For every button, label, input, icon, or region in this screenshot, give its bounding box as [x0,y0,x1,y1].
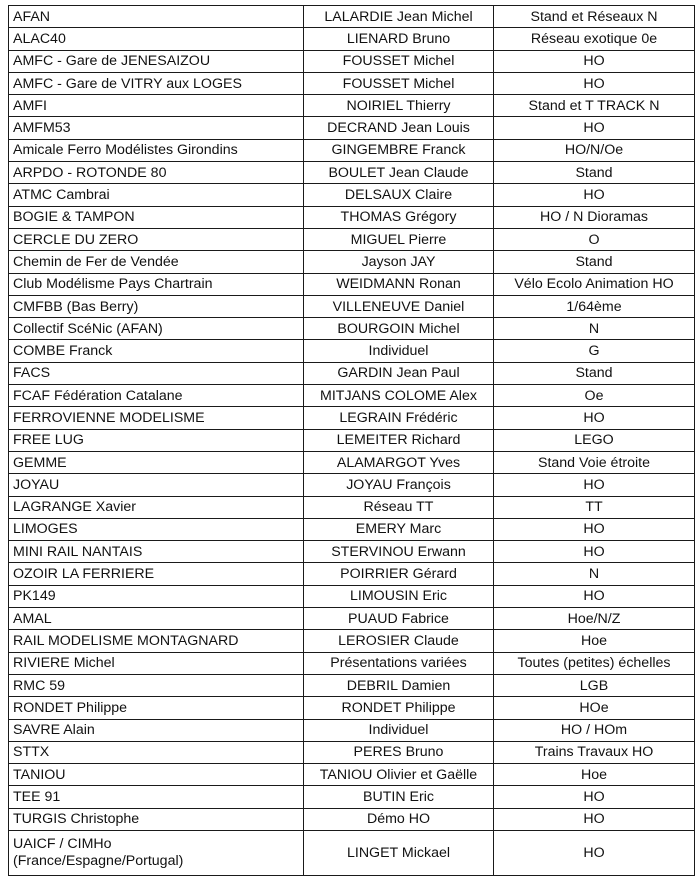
contact-cell: Présentations variées [304,652,494,674]
table-row [9,674,695,696]
gauge-cell: HO [494,541,695,563]
exhibitors-table [8,5,695,876]
table-row [9,407,695,429]
contact-cell: MIGUEL Pierre [304,228,494,250]
contact-cell: FOUSSET Michel [304,72,494,94]
gauge-cell: HO [494,518,695,540]
club-cell: ARPDO - ROTONDE 80 [9,162,304,184]
table-row [9,385,695,407]
gauge-cell: Stand Voie étroite [494,451,695,473]
gauge-cell: Stand et Réseaux N [494,6,695,28]
club-cell: CMFBB (Bas Berry) [9,295,304,317]
club-cell [9,830,304,875]
table-row [9,117,695,139]
club-cell: RONDET Philippe [9,697,304,719]
contact-cell: LIMOUSIN Eric [304,585,494,607]
gauge-cell: HO [494,585,695,607]
contact-cell: GARDIN Jean Paul [304,362,494,384]
table-row [9,362,695,384]
table-row [9,808,695,830]
contact-cell: Individuel [304,340,494,362]
table-row [9,786,695,808]
contact-cell: DECRAND Jean Louis [304,117,494,139]
table-row [9,697,695,719]
table-row [9,28,695,50]
gauge-cell: HOe [494,697,695,719]
gauge-cell: LEGO [494,429,695,451]
table-row [9,496,695,518]
contact-cell: LEMEITER Richard [304,429,494,451]
contact-cell: LALARDIE Jean Michel [304,6,494,28]
gauge-cell: Stand [494,251,695,273]
gauge-cell: Hoe [494,630,695,652]
club-cell: OZOIR LA FERRIERE [9,563,304,585]
table-row [9,6,695,28]
club-cell: PK149 [9,585,304,607]
contact-cell: JOYAU François [304,474,494,496]
club-cell: CERCLE DU ZERO [9,228,304,250]
table-row [9,518,695,540]
contact-cell: LEGRAIN Frédéric [304,407,494,429]
table-row [9,608,695,630]
gauge-cell: Stand et T TRACK N [494,95,695,117]
club-cell: ATMC Cambrai [9,184,304,206]
gauge-cell: Trains Travaux HO [494,741,695,763]
contact-cell: NOIRIEL Thierry [304,95,494,117]
club-cell: RAIL MODELISME MONTAGNARD [9,630,304,652]
gauge-cell: Stand [494,362,695,384]
club-cell: JOYAU [9,474,304,496]
gauge-cell: HO [494,407,695,429]
table-row [9,652,695,674]
contact-cell: Réseau TT [304,496,494,518]
club-cell: LIMOGES [9,518,304,540]
contact-cell: MITJANS COLOME Alex [304,385,494,407]
contact-cell: Démo HO [304,808,494,830]
table-row [9,541,695,563]
gauge-cell: Hoe/N/Z [494,608,695,630]
gauge-cell: Réseau exotique 0e [494,28,695,50]
table-row [9,585,695,607]
club-cell: AMAL [9,608,304,630]
table-row [9,184,695,206]
table-row [9,95,695,117]
club-cell: SAVRE Alain [9,719,304,741]
gauge-cell: HO / HOm [494,719,695,741]
gauge-cell: Stand [494,162,695,184]
club-cell: Collectif ScéNic (AFAN) [9,318,304,340]
contact-cell: WEIDMANN Ronan [304,273,494,295]
club-cell: FACS [9,362,304,384]
contact-cell: STERVINOU Erwann [304,541,494,563]
table-row [9,228,695,250]
club-cell: RIVIERE Michel [9,652,304,674]
club-cell: Club Modélisme Pays Chartrain [9,273,304,295]
gauge-cell: HO [494,786,695,808]
gauge-cell: O [494,228,695,250]
gauge-cell: Vélo Ecolo Animation HO [494,273,695,295]
club-cell: LAGRANGE Xavier [9,496,304,518]
contact-cell: POIRRIER Gérard [304,563,494,585]
table-row [9,139,695,161]
gauge-cell: HO [494,808,695,830]
club-name-line-2: (France/Espagne/Portugal) [13,852,184,869]
gauge-cell: HO [494,117,695,139]
gauge-cell: HO [494,50,695,72]
contact-cell: GINGEMBRE Franck [304,139,494,161]
club-cell: GEMME [9,451,304,473]
club-cell: FCAF Fédération Catalane [9,385,304,407]
table-row [9,719,695,741]
club-cell: MINI RAIL NANTAIS [9,541,304,563]
gauge-cell: G [494,340,695,362]
contact-cell: Individuel [304,719,494,741]
table-row [9,273,695,295]
club-cell: AMFI [9,95,304,117]
gauge-cell: Toutes (petites) échelles [494,652,695,674]
club-cell: AMFC - Gare de VITRY aux LOGES [9,72,304,94]
gauge-cell: 1/64ème [494,295,695,317]
contact-cell: VILLENEUVE Daniel [304,295,494,317]
table-row [9,318,695,340]
club-cell: RMC 59 [9,674,304,696]
contact-cell: DELSAUX Claire [304,184,494,206]
contact-cell: DEBRIL Damien [304,674,494,696]
table-row [9,206,695,228]
table-row [9,72,695,94]
gauge-cell: N [494,563,695,585]
club-cell: FERROVIENNE MODELISME [9,407,304,429]
contact-cell: ALAMARGOT Yves [304,451,494,473]
table-row [9,251,695,273]
contact-cell: PERES Bruno [304,741,494,763]
gauge-cell: Oe [494,385,695,407]
club-cell: BOGIE & TAMPON [9,206,304,228]
contact-cell: PUAUD Fabrice [304,608,494,630]
club-cell: AMFM53 [9,117,304,139]
table-row [9,451,695,473]
exhibitors-table-body [9,6,695,876]
table-row [9,630,695,652]
gauge-cell: HO [494,72,695,94]
gauge-cell: N [494,318,695,340]
club-cell: STTX [9,741,304,763]
table-row [9,340,695,362]
contact-cell: LINGET Mickael [304,830,494,875]
gauge-cell: HO / N Dioramas [494,206,695,228]
club-cell: AMFC - Gare de JENESAIZOU [9,50,304,72]
table-row [9,295,695,317]
contact-cell: EMERY Marc [304,518,494,540]
club-cell: TANIOU [9,764,304,786]
club-cell: TURGIS Christophe [9,808,304,830]
gauge-cell: Hoe [494,764,695,786]
table-row [9,563,695,585]
table-row [9,429,695,451]
contact-cell: TANIOU Olivier et Gaëlle [304,764,494,786]
club-cell: ALAC40 [9,28,304,50]
contact-cell: THOMAS Grégory [304,206,494,228]
contact-cell: BUTIN Eric [304,786,494,808]
club-cell: TEE 91 [9,786,304,808]
contact-cell: Jayson JAY [304,251,494,273]
club-name-line-1: UAICF / CIMHo [13,835,112,852]
table-row [9,50,695,72]
gauge-cell: HO [494,184,695,206]
table-row [9,764,695,786]
gauge-cell: HO [494,474,695,496]
contact-cell: RONDET Philippe [304,697,494,719]
contact-cell: FOUSSET Michel [304,50,494,72]
table-row [9,474,695,496]
club-cell: AFAN [9,6,304,28]
table-row [9,830,695,875]
table-row [9,162,695,184]
gauge-cell: TT [494,496,695,518]
contact-cell: LIENARD Bruno [304,28,494,50]
contact-cell: BOULET Jean Claude [304,162,494,184]
club-cell: Chemin de Fer de Vendée [9,251,304,273]
club-cell: COMBE Franck [9,340,304,362]
contact-cell: LEROSIER Claude [304,630,494,652]
club-cell: Amicale Ferro Modélistes Girondins [9,139,304,161]
contact-cell: BOURGOIN Michel [304,318,494,340]
gauge-cell: HO [494,830,695,875]
club-cell: FREE LUG [9,429,304,451]
table-row [9,741,695,763]
gauge-cell: HO/N/Oe [494,139,695,161]
gauge-cell: LGB [494,674,695,696]
